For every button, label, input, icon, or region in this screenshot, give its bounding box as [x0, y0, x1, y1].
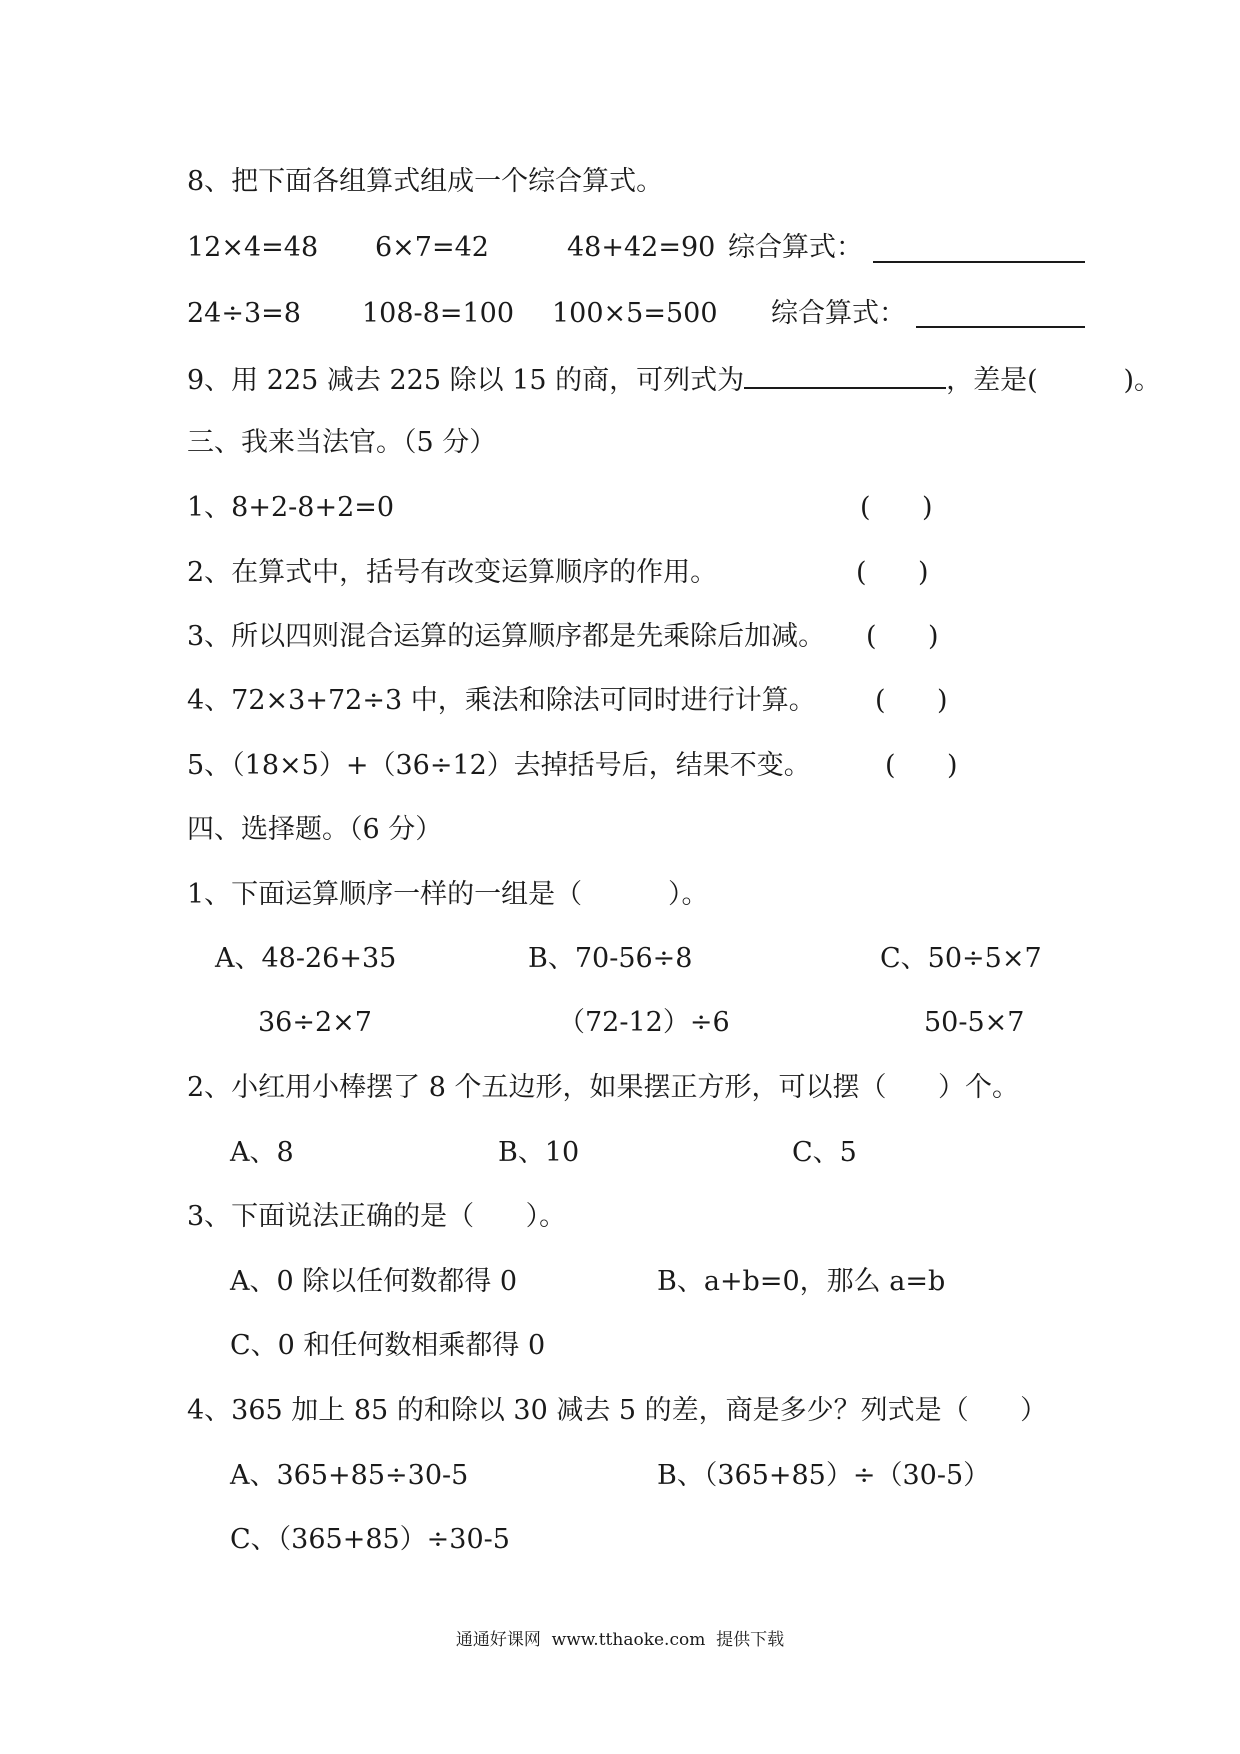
s3-item4-answer[interactable]: ( ) [875, 685, 948, 716]
page-footer: 通通好课网 www.tthaoke.com 提供下载 [455, 1630, 785, 1650]
s4-q2-option-c[interactable]: C、5 [792, 1137, 857, 1168]
s3-item1-text: 1、8+2-8+2=0 [187, 492, 395, 523]
q8-row1-expr1: 12×4=48 [187, 232, 319, 263]
q8-row1-expr3: 48+42=90 [567, 232, 716, 263]
s4-q4-stem: 4、365 加上 85 的和除以 30 减去 5 的差，商是多少？列式是（ ） [187, 1395, 1048, 1426]
q8-title: 8、把下面各组算式组成一个综合算式。 [187, 166, 664, 197]
q8-row2-expr1: 24÷3=8 [187, 298, 301, 329]
q9-text-after: ，差是( )。 [946, 365, 1162, 396]
s4-q1-stem: 1、下面运算顺序一样的一组是（ ）。 [187, 879, 709, 910]
q8-row2-label: 综合算式： [771, 298, 906, 329]
q8-row2-expr3: 100×5=500 [552, 298, 718, 329]
s4-q1-option-c[interactable]: C、50÷5×7 [880, 943, 1042, 974]
q8-row1-answer-blank[interactable] [873, 261, 1085, 263]
s4-q2-option-a[interactable]: A、8 [230, 1137, 294, 1168]
s3-item1-answer[interactable]: ( ) [860, 492, 933, 523]
q9-line [187, 361, 1161, 399]
s4-q3-option-c[interactable]: C、0 和任何数相乘都得 0 [230, 1330, 546, 1361]
s4-q1-option-b-line2: （72-12）÷6 [558, 1007, 730, 1038]
q8-row2-answer-blank[interactable] [916, 326, 1085, 328]
s4-q1-option-b[interactable]: B、70-56÷8 [528, 943, 693, 974]
s4-q2-stem: 2、小红用小棒摆了 8 个五边形，如果摆正方形，可以摆（ ）个。 [187, 1072, 1020, 1103]
s3-item2-answer[interactable]: ( ) [856, 557, 929, 588]
section4-title: 四、选择题。（6 分） [187, 814, 443, 845]
s4-q4-option-b[interactable]: B、（365+85）÷（30-5） [657, 1460, 991, 1491]
s4-q2-option-b[interactable]: B、10 [498, 1137, 580, 1168]
q8-row2-expr2: 108-8=100 [362, 298, 514, 329]
q9-text-before: 9、用 225 减去 225 除以 15 的商，可列式为 [187, 365, 745, 396]
s4-q3-option-b[interactable]: B、a+b=0，那么 a=b [657, 1266, 946, 1297]
s3-item3-answer[interactable]: ( ) [866, 621, 939, 652]
s4-q1-option-a-line2: 36÷2×7 [258, 1007, 372, 1038]
s4-q4-option-a[interactable]: A、365+85÷30-5 [230, 1460, 469, 1491]
q8-row1-label: 综合算式： [728, 232, 863, 263]
s3-item5-answer[interactable]: ( ) [885, 750, 958, 781]
s4-q1-option-a[interactable]: A、48-26+35 [215, 943, 397, 974]
q8-row1-expr2: 6×7=42 [375, 232, 489, 263]
s3-item4-text: 4、72×3+72÷3 中，乘法和除法可同时进行计算。 [187, 685, 816, 716]
s3-item2-text: 2、在算式中，括号有改变运算顺序的作用。 [187, 557, 718, 588]
s4-q1-option-c-line2: 50-5×7 [924, 1007, 1025, 1038]
s3-item5-text: 5、（18×5）+（36÷12）去掉括号后，结果不变。 [187, 750, 811, 781]
section3-title: 三、我来当法官。（5 分） [187, 427, 497, 458]
s4-q4-option-c[interactable]: C、（365+85）÷30-5 [230, 1524, 510, 1555]
q9-answer-blank[interactable] [744, 361, 946, 389]
s4-q3-option-a[interactable]: A、0 除以任何数都得 0 [230, 1266, 518, 1297]
s4-q3-stem: 3、下面说法正确的是（ ）。 [187, 1201, 567, 1232]
s3-item3-text: 3、所以四则混合运算的运算顺序都是先乘除后加减。 [187, 621, 826, 652]
